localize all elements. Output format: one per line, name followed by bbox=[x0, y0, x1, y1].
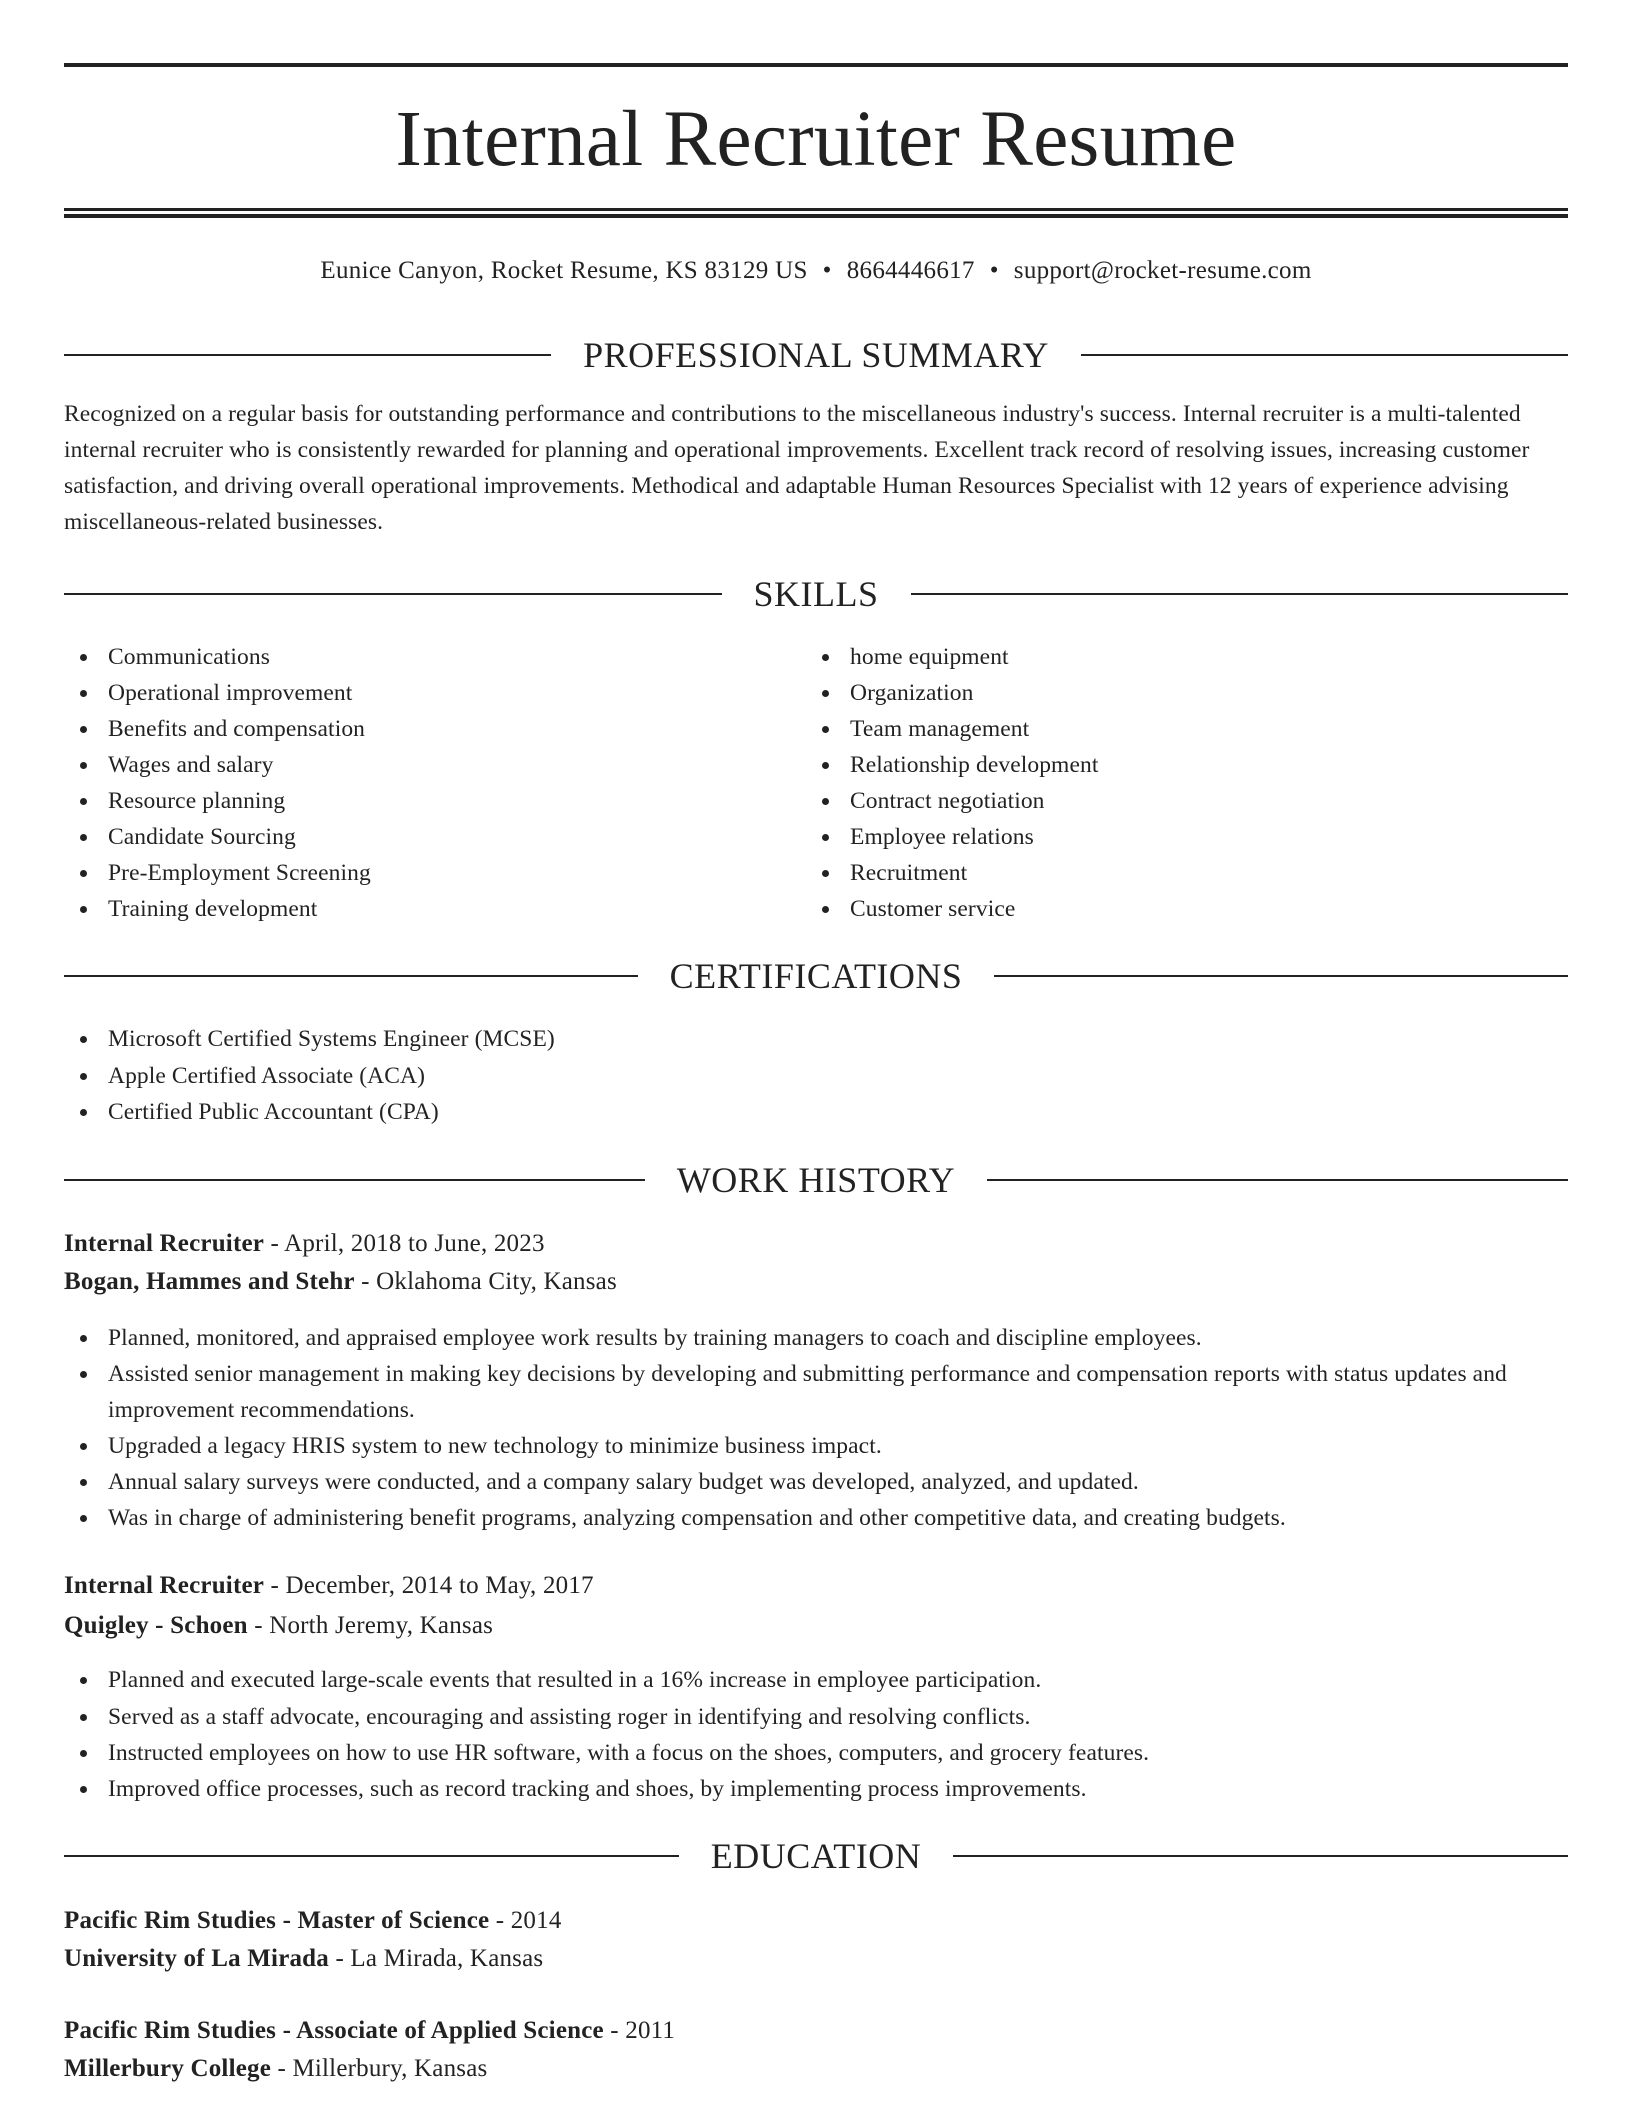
skill-item: Recruitment bbox=[806, 855, 1506, 891]
job-title-line bbox=[64, 1226, 1568, 1262]
page-title: Internal Recruiter Resume bbox=[395, 96, 1237, 183]
job-dates: - December, 2014 to May, 2017 bbox=[264, 1572, 594, 1599]
job-dates: - April, 2018 to June, 2023 bbox=[264, 1230, 545, 1257]
job-location: - Oklahoma City, Kansas bbox=[354, 1268, 617, 1295]
skill-item: Team management bbox=[806, 711, 1506, 747]
heading-rule bbox=[994, 975, 1568, 977]
skill-item: Wages and salary bbox=[64, 747, 744, 783]
job-bullets bbox=[64, 1662, 1568, 1807]
job-bullet: Instructed employees on how to use HR software, with a focus on the shoes, computers, and grocery features. bbox=[64, 1735, 1568, 1771]
title-double-rule bbox=[64, 208, 1568, 218]
job-title: Internal Recruiter bbox=[64, 1230, 265, 1257]
job-bullet: Planned and executed large-scale events that resulted in a 16% increase in employee participation. bbox=[64, 1662, 1568, 1698]
skills-list-left bbox=[64, 639, 744, 927]
summary-heading bbox=[64, 333, 1568, 377]
heading-rule bbox=[64, 593, 722, 595]
heading-rule bbox=[953, 1855, 1568, 1857]
heading-rule bbox=[911, 593, 1569, 595]
education-degree: Pacific Rim Studies - Associate of Applied Science bbox=[64, 2017, 604, 2044]
job-company: Bogan, Hammes and Stehr bbox=[64, 1268, 355, 1295]
certification-item: Certified Public Accountant (CPA) bbox=[64, 1094, 1504, 1130]
summary-text: Recognized on a regular basis for outstanding performance and contributions to the miscellaneous industry's success. Internal recruiter is a multi-talented internal recruiter who is consistently rewarded for planning and operational improvements. Excellent track record of resolving issues, increasing customer satisfaction, and driving overall operational improvements. Methodical and adaptable Human Resources Specialist with 12 years of experience advising miscellaneous-related businesses. bbox=[64, 401, 1530, 535]
certification-item: Apple Certified Associate (ACA) bbox=[64, 1058, 1504, 1094]
skill-item: home equipment bbox=[806, 639, 1506, 675]
education-school-line bbox=[64, 2051, 1568, 2087]
section-title: PROFESSIONAL SUMMARY bbox=[583, 335, 1049, 375]
heading-rule bbox=[1081, 354, 1568, 356]
job-bullets bbox=[64, 1320, 1568, 1536]
job-bullet: Improved office processes, such as record tracking and shoes, by implementing process improvements. bbox=[64, 1771, 1568, 1807]
certifications-heading bbox=[64, 954, 1568, 998]
skills-list-right bbox=[806, 639, 1506, 927]
contact-line bbox=[64, 254, 1568, 288]
education-degree-line bbox=[64, 2013, 1568, 2049]
skill-item: Customer service bbox=[806, 891, 1506, 927]
section-title: CERTIFICATIONS bbox=[669, 956, 963, 996]
job-title-line bbox=[64, 1568, 1568, 1604]
top-rule bbox=[64, 63, 1568, 67]
education-heading bbox=[64, 1834, 1568, 1878]
job-title: Internal Recruiter bbox=[64, 1572, 265, 1599]
heading-rule bbox=[64, 1855, 679, 1857]
heading-rule bbox=[64, 975, 638, 977]
skills-heading bbox=[64, 572, 1568, 616]
education-school: University of La Mirada bbox=[64, 1945, 329, 1972]
education-degree: Pacific Rim Studies - Master of Science bbox=[64, 1907, 490, 1934]
skill-item: Benefits and compensation bbox=[64, 711, 744, 747]
skill-item: Contract negotiation bbox=[806, 783, 1506, 819]
job-company: Quigley - Schoen bbox=[64, 1612, 248, 1639]
job-location: - North Jeremy, Kansas bbox=[247, 1612, 494, 1639]
skill-item: Relationship development bbox=[806, 747, 1506, 783]
skill-item: Resource planning bbox=[64, 783, 744, 819]
job-bullet: Upgraded a legacy HRIS system to new technology to minimize business impact. bbox=[64, 1428, 1568, 1464]
contact-separator: • bbox=[822, 257, 832, 284]
skill-item: Training development bbox=[64, 891, 744, 927]
heading-rule bbox=[987, 1179, 1568, 1181]
skill-item: Communications bbox=[64, 639, 744, 675]
education-location: - La Mirada, Kansas bbox=[329, 1945, 544, 1972]
skill-item: Candidate Sourcing bbox=[64, 819, 744, 855]
job-company-line bbox=[64, 1264, 1568, 1300]
certification-item: Microsoft Certified Systems Engineer (MCSE) bbox=[64, 1021, 1504, 1057]
work-history-heading bbox=[64, 1158, 1568, 1202]
section-title: WORK HISTORY bbox=[676, 1160, 956, 1200]
job-company-line bbox=[64, 1608, 1568, 1644]
job-bullet: Planned, monitored, and appraised employee work results by training managers to coach and discipline employees. bbox=[64, 1320, 1568, 1356]
skill-item: Organization bbox=[806, 675, 1506, 711]
education-location: - Millerbury, Kansas bbox=[271, 2055, 488, 2082]
education-year: - 2014 bbox=[489, 1907, 562, 1934]
job-bullet: Assisted senior management in making key decisions by developing and submitting performance and compensation reports with status updates and improvement recommendations. bbox=[64, 1356, 1568, 1428]
contact-phone: 8664446617 bbox=[846, 257, 975, 284]
skill-item: Operational improvement bbox=[64, 675, 744, 711]
contact-email: support@rocket-resume.com bbox=[1013, 257, 1312, 284]
job-bullet: Was in charge of administering benefit programs, analyzing compensation and other competitive data, and creating budgets. bbox=[64, 1500, 1568, 1536]
contact-separator: • bbox=[989, 257, 999, 284]
education-school: Millerbury College bbox=[64, 2055, 272, 2082]
section-title: EDUCATION bbox=[710, 1836, 922, 1876]
education-year: - 2011 bbox=[603, 2017, 676, 2044]
education-school-line bbox=[64, 1941, 1568, 1977]
job-bullet: Annual salary surveys were conducted, and a company salary budget was developed, analyzed, and updated. bbox=[64, 1464, 1568, 1500]
heading-rule bbox=[64, 1179, 645, 1181]
job-bullet: Served as a staff advocate, encouraging and assisting roger in identifying and resolving conflicts. bbox=[64, 1699, 1568, 1735]
skill-item: Employee relations bbox=[806, 819, 1506, 855]
heading-rule bbox=[64, 354, 551, 356]
skill-item: Pre-Employment Screening bbox=[64, 855, 744, 891]
certifications-list bbox=[64, 1021, 1504, 1130]
contact-address: Eunice Canyon, Rocket Resume, KS 83129 US bbox=[320, 257, 808, 284]
section-title: SKILLS bbox=[753, 574, 879, 614]
education-degree-line bbox=[64, 1903, 1568, 1939]
